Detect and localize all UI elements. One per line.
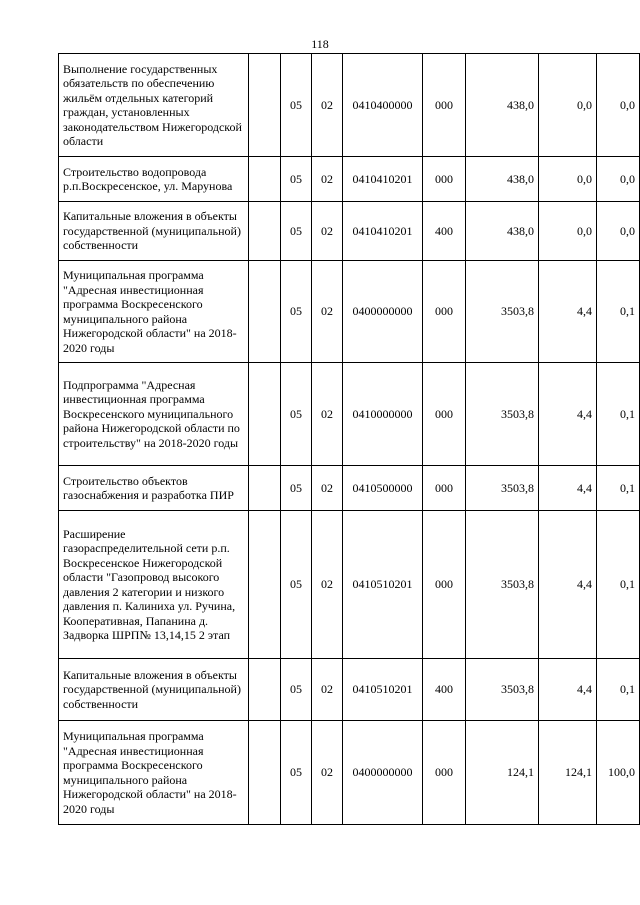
- row-name: Строительство водопровода р.п.Воскресенское, ул. Марунова: [59, 157, 249, 202]
- row-name: Капитальные вложения в объекты государственной (муниципальной) собственности: [59, 659, 249, 721]
- row-name: Выполнение государственных обязательств по обеспечению жильём отдельных категорий граждан, установленных законодательством Нижегородской области: [59, 54, 249, 157]
- table-row: [59, 54, 640, 157]
- empty-cell: [249, 202, 281, 261]
- row-name: Расширение газораспределительной сети р.п. Воскресенское Нижегородской области "Газопровод высокого давления 2 категории и низкого давления п. Калиниха ул. Ручина, Кооперативная, Папанина д. Задворка ШРП№ 13,14,15 2 этап: [59, 511, 249, 659]
- target-code-cell: 0410510201: [343, 511, 423, 659]
- percent-cell: 0,0: [597, 54, 640, 157]
- percent-cell: 0,1: [597, 261, 640, 363]
- empty-cell: [249, 261, 281, 363]
- table-row: [59, 721, 640, 825]
- percent-cell: 0,0: [597, 157, 640, 202]
- expense-type-cell: 000: [423, 363, 466, 466]
- empty-cell: [249, 511, 281, 659]
- executed-amount-cell: 124,1: [539, 721, 597, 825]
- target-code-cell: 0410400000: [343, 54, 423, 157]
- executed-amount-cell: 0,0: [539, 202, 597, 261]
- section-cell: 05: [281, 54, 312, 157]
- expense-type-cell: 000: [423, 511, 466, 659]
- row-name: Строительство объектов газоснабжения и разработка ПИР: [59, 466, 249, 511]
- section-cell: 05: [281, 363, 312, 466]
- target-code-cell: 0410500000: [343, 466, 423, 511]
- table-row: [59, 202, 640, 261]
- approved-amount-cell: 438,0: [466, 157, 539, 202]
- target-code-cell: 0410410201: [343, 202, 423, 261]
- table-row: [59, 659, 640, 721]
- percent-cell: 0,1: [597, 659, 640, 721]
- percent-cell: 100,0: [597, 721, 640, 825]
- subsection-cell: 02: [312, 659, 343, 721]
- table-row: [59, 363, 640, 466]
- executed-amount-cell: 0,0: [539, 54, 597, 157]
- subsection-cell: 02: [312, 157, 343, 202]
- row-name: Муниципальная программа "Адресная инвестиционная программа Воскресенского муниципального района Нижегородской области" на 2018-2020 годы: [59, 261, 249, 363]
- subsection-cell: 02: [312, 261, 343, 363]
- executed-amount-cell: 4,4: [539, 466, 597, 511]
- table-row: [59, 466, 640, 511]
- row-name: Муниципальная программа "Адресная инвестиционная программа Воскресенского муниципального района Нижегородской области" на 2018-2020 годы: [59, 721, 249, 825]
- subsection-cell: 02: [312, 363, 343, 466]
- expense-type-cell: 000: [423, 721, 466, 825]
- subsection-cell: 02: [312, 721, 343, 825]
- expense-type-cell: 000: [423, 466, 466, 511]
- empty-cell: [249, 721, 281, 825]
- executed-amount-cell: 4,4: [539, 261, 597, 363]
- section-cell: 05: [281, 659, 312, 721]
- target-code-cell: 0410410201: [343, 157, 423, 202]
- section-cell: 05: [281, 466, 312, 511]
- executed-amount-cell: 0,0: [539, 157, 597, 202]
- percent-cell: 0,1: [597, 511, 640, 659]
- expense-type-cell: 000: [423, 157, 466, 202]
- subsection-cell: 02: [312, 202, 343, 261]
- approved-amount-cell: 3503,8: [466, 363, 539, 466]
- executed-amount-cell: 4,4: [539, 659, 597, 721]
- target-code-cell: 0410000000: [343, 363, 423, 466]
- empty-cell: [249, 363, 281, 466]
- empty-cell: [249, 54, 281, 157]
- table-row: [59, 157, 640, 202]
- approved-amount-cell: 438,0: [466, 54, 539, 157]
- approved-amount-cell: 3503,8: [466, 511, 539, 659]
- section-cell: 05: [281, 157, 312, 202]
- empty-cell: [249, 466, 281, 511]
- expense-type-cell: 400: [423, 659, 466, 721]
- target-code-cell: 0400000000: [343, 721, 423, 825]
- expense-type-cell: 000: [423, 261, 466, 363]
- section-cell: 05: [281, 202, 312, 261]
- empty-cell: [249, 157, 281, 202]
- approved-amount-cell: 124,1: [466, 721, 539, 825]
- section-cell: 05: [281, 721, 312, 825]
- subsection-cell: 02: [312, 466, 343, 511]
- percent-cell: 0,1: [597, 466, 640, 511]
- target-code-cell: 0400000000: [343, 261, 423, 363]
- table-row: [59, 511, 640, 659]
- budget-table: [58, 53, 640, 825]
- subsection-cell: 02: [312, 54, 343, 157]
- expense-type-cell: 000: [423, 54, 466, 157]
- row-name: Капитальные вложения в объекты государственной (муниципальной) собственности: [59, 202, 249, 261]
- percent-cell: 0,0: [597, 202, 640, 261]
- subsection-cell: 02: [312, 511, 343, 659]
- executed-amount-cell: 4,4: [539, 511, 597, 659]
- approved-amount-cell: 438,0: [466, 202, 539, 261]
- expense-type-cell: 400: [423, 202, 466, 261]
- approved-amount-cell: 3503,8: [466, 659, 539, 721]
- approved-amount-cell: 3503,8: [466, 466, 539, 511]
- target-code-cell: 0410510201: [343, 659, 423, 721]
- table-body: [59, 54, 640, 825]
- approved-amount-cell: 3503,8: [466, 261, 539, 363]
- row-name: Подпрограмма "Адресная инвестиционная программа Воскресенского муниципального района Нижегородской области по строительству" на 2018-2020 годы: [59, 363, 249, 466]
- section-cell: 05: [281, 511, 312, 659]
- empty-cell: [249, 659, 281, 721]
- executed-amount-cell: 4,4: [539, 363, 597, 466]
- table-row: [59, 261, 640, 363]
- page-number: 118: [311, 37, 329, 51]
- percent-cell: 0,1: [597, 363, 640, 466]
- section-cell: 05: [281, 261, 312, 363]
